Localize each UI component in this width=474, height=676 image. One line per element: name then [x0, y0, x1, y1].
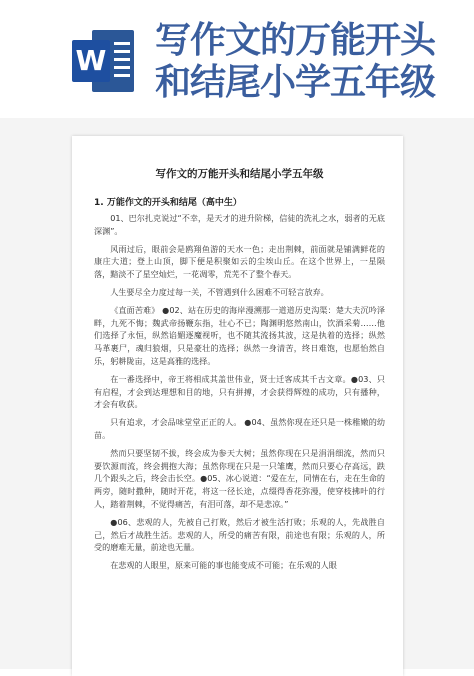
document-preview-area [0, 118, 474, 669]
paragraph: 《直面苦难》 ●02、站在历史的海岸漫溯那一道道历史沟渠：楚大夫沉吟泽畔，九死不悔；魏武帝扬鞭东指，壮心不已；陶渊明悠然南山，饮酒采菊……他们选择了永恒，纵然谄媚逐魔视听，也不随其流扬其波，这是执着的选择；纵然马革裹尸，魂归狼烟，只是豪壮的选择；纵然一身清苦，终日难饱，也愿怡然自乐，躬耕陇亩，这是高雅的选择。 [94, 304, 385, 366]
paragraph: 人生要尽全力度过每一关，不管遇到什么困难不可轻言放弃。 [110, 286, 329, 297]
paragraph: 然而只要坚韧不拔，终会成为参天大树；虽然你现在只是涓涓细流，然而只要饮源而流，终会拥抱大海；虽然你现在只是一只雏鹰，然而只要心存高远，跌几个跟头之后，终会击长空。●05、冰心说道：“爱在左，同情在右，走在生命的两旁，随时撒种，随时开花，将这一径长途，点缀得香花弥漫，使穿枝拂叶的行人，踏着荆棘，不觉得痛苦，有泪可落，却不是悲凉。” [94, 447, 385, 509]
paragraph: ●06、悲观的人，先被自己打败，然后才被生活打败；乐观的人，先战胜自己，然后才战胜生活。悲观的人，所受的痛苦有限，前途也有限；乐观的人，所受的磨难无量，前途也无量。 [94, 516, 385, 553]
paragraph: 风雨过后，眼前会是鸥翔鱼游的天水一色；走出荆棘，前面就是铺满鲜花的康庄大道；登上山顶，脚下便是积聚如云的尘埃山丘。在这个世界上，一星陨落，黯淡不了星空灿烂，一花凋零，荒芜不了整个春天。 [94, 243, 385, 280]
document-page[interactable] [72, 136, 403, 676]
paragraph: 在悲观的人眼里，原来可能的事也能变成不可能；在乐观的人眼 [110, 560, 337, 571]
banner-title-line2: 和结尾小学五年级 [155, 62, 436, 103]
word-doc-icon [72, 30, 134, 92]
paragraph: 只有追求，才会品味堂堂正正的人。 ●04、虽然你现在还只是一株稚嫩的幼苗。 [94, 417, 385, 440]
banner [0, 0, 474, 118]
word-icon-letter: W [72, 40, 110, 82]
paragraph: 01、巴尔扎克说过“不幸，是天才的进升阶梯，信徒的洗礼之水，弱者的无底深渊”。 [94, 213, 385, 236]
document-title: 写作文的万能开头和结尾小学五年级 [155, 168, 324, 180]
paragraph: 在一番选择中，帝王将相成其盖世伟业，贤士迁客成其千古文章。●03、只有启程，才会到达理想和目的地，只有拼搏，才会获得辉煌的成功，只有播种，才会有收获。 [94, 373, 385, 410]
banner-title-line1: 写作文的万能开头 [155, 20, 436, 61]
section-heading: 1. 万能作文的开头和结尾（高中生） [94, 198, 242, 208]
